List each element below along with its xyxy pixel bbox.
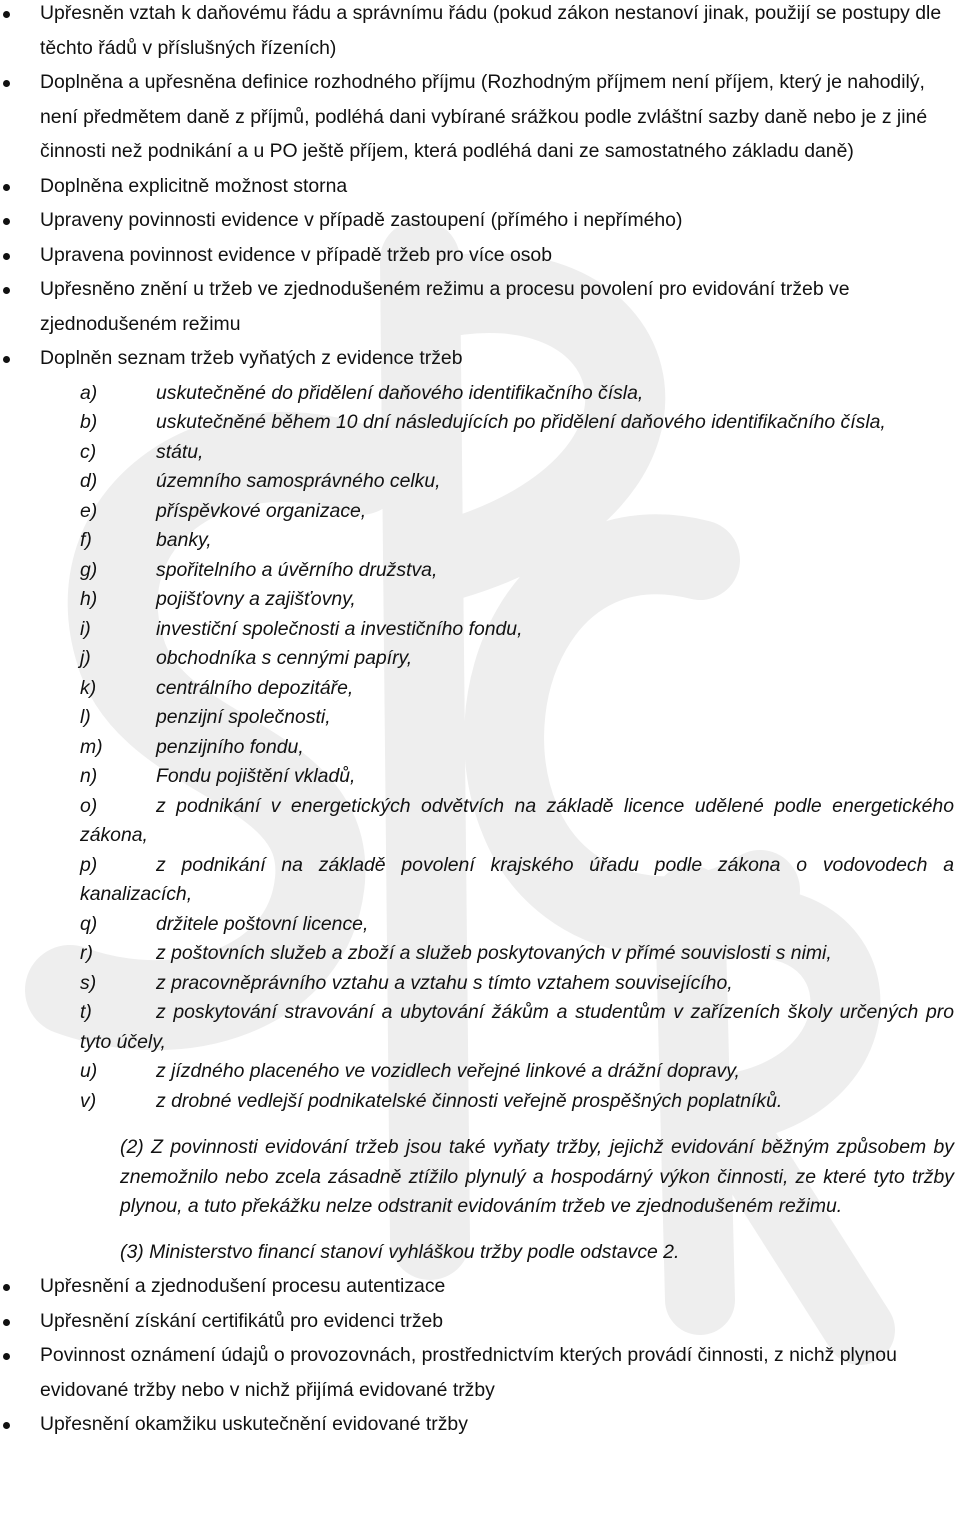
bullet-icon	[3, 1284, 10, 1291]
item-letter: n)	[80, 765, 98, 787]
item-letter: g)	[80, 558, 98, 581]
list-item	[0, 0, 960, 65]
bullet-icon	[3, 184, 10, 191]
item-letter: e)	[80, 499, 98, 522]
item-text: z drobné vedlejší podnikatelské činnosti veřejně prospěšných poplatníků.	[156, 1089, 783, 1112]
bullet-icon	[3, 1319, 10, 1326]
list-item-text: Doplněna a upřesněna definice rozhodného příjmu (Rozhodným příjmem není příjem, který je nahodilý, není předmětem daně z příjmů, podléhá dani vybírané srážkou podle zvláštní sazby daně nebo je z jiné činnosti než podnikání a u PO ještě příjem, která podléhá dani ze samostatného základu daně)	[40, 71, 928, 162]
item-text: banky,	[156, 529, 212, 551]
bullet-icon	[3, 1422, 10, 1429]
list-item-text: Upřesněno znění u tržeb ve zjednodušeném režimu a procesu povolení pro evidování tržeb ve zjednodušeném režimu	[40, 278, 850, 335]
bullet-icon	[3, 1353, 10, 1360]
exempt-item	[80, 556, 954, 586]
list-item	[0, 169, 960, 204]
list-item-text: Doplněn seznam tržeb vyňatých z evidence tržeb	[40, 347, 463, 369]
exempt-item	[80, 497, 954, 527]
list-item	[0, 238, 960, 273]
item-letter: v)	[80, 1089, 97, 1112]
exempt-item	[80, 438, 954, 468]
list-item-text: Doplněna explicitně možnost storna	[40, 174, 348, 197]
bullet-icon	[3, 287, 10, 294]
item-letter: s)	[80, 971, 97, 994]
exempt-item	[80, 762, 954, 792]
item-text: penzijní společnosti,	[156, 706, 331, 728]
list-item	[0, 1407, 960, 1442]
list-item	[0, 341, 960, 376]
list-item-text: Upravena povinnost evidence v případě tržeb pro více osob	[40, 243, 553, 266]
exempt-item	[80, 1057, 954, 1087]
bullet-icon	[3, 356, 10, 363]
item-text: z podnikání na základě povolení krajského úřadu podle zákona o vodovodech a kanalizacích,	[80, 853, 954, 905]
list-item	[0, 203, 960, 238]
list-item	[0, 1338, 960, 1407]
item-letter: o)	[80, 794, 98, 817]
item-letter: u)	[80, 1060, 98, 1082]
item-letter: a)	[80, 381, 98, 404]
exempt-item	[80, 379, 954, 409]
change-list-continued	[0, 1269, 960, 1442]
bullet-icon	[3, 11, 10, 18]
item-letter: l)	[80, 706, 91, 728]
item-text: uskutečněné během 10 dní následujících po přidělení daňového identifikačního čísla,	[156, 411, 886, 433]
list-item-text: Upřesnění a zjednodušení procesu autentizace	[40, 1275, 446, 1297]
exempt-item	[80, 733, 954, 763]
item-letter: m)	[80, 735, 103, 758]
bullet-icon	[3, 80, 10, 87]
exempt-item	[80, 467, 954, 497]
item-text: státu,	[156, 440, 204, 463]
item-text: držitele poštovní licence,	[156, 912, 369, 935]
item-text: centrálního depozitáře,	[156, 676, 354, 699]
item-letter: r)	[80, 942, 93, 964]
item-letter: b)	[80, 411, 98, 433]
list-item	[0, 272, 960, 341]
item-text: pojišťovny a zajišťovny,	[156, 588, 356, 610]
item-text: z poštovních služeb a zboží a služeb poskytovaných v přímé souvislosti s nimi,	[156, 942, 832, 964]
exempt-item	[80, 585, 954, 615]
item-text: z pracovněprávního vztahu a vztahu s tímto vztahem souvisejícího,	[156, 971, 733, 994]
exempt-item	[80, 1087, 954, 1117]
exempt-item	[80, 408, 954, 438]
paragraph-2: (2) Z povinnosti evidování tržeb jsou také vyňaty tržby, jejichž evidování běžným způsobem by znemožnilo nebo zcela zásadně ztížilo plynulý a hospodárný výkon činnosti, ze které tyto tržby plynou, a tuto překážku nelze odstranit evidováním tržeb ve zjednodušeném režimu.	[120, 1136, 954, 1217]
item-text: z podnikání v energetických odvětvích na základě licence udělené podle energetického zákona,	[80, 794, 954, 846]
list-item-text: Upřesněn vztah k daňovému řádu a správnímu řádu (pokud zákon nestanoví jinak, použijí se postupy dle těchto řádů v příslušných řízeních)	[40, 2, 942, 59]
exempt-item	[80, 526, 954, 556]
exempt-item	[80, 792, 954, 851]
item-letter: f)	[80, 529, 92, 551]
list-item	[0, 1304, 960, 1339]
item-letter: p)	[80, 853, 98, 876]
item-text: Fondu pojištění vkladů,	[156, 765, 356, 787]
exempt-item	[80, 910, 954, 940]
item-letter: d)	[80, 470, 98, 492]
exempt-item	[80, 969, 954, 999]
exempt-item	[80, 674, 954, 704]
list-item	[0, 1269, 960, 1304]
item-text: příspěvkové organizace,	[156, 499, 367, 522]
item-letter: h)	[80, 588, 98, 610]
item-letter: c)	[80, 440, 97, 463]
exempt-item	[80, 851, 954, 910]
list-item-text: Upraveny povinnosti evidence v případě zastoupení (přímého i nepřímého)	[40, 209, 683, 231]
item-letter: q)	[80, 912, 98, 935]
exempt-item	[80, 998, 954, 1057]
paragraph-3: (3) Ministerstvo financí stanoví vyhláškou tržby podle odstavce 2.	[120, 1240, 680, 1263]
exempt-item	[80, 939, 954, 969]
exempt-item	[80, 703, 954, 733]
change-list	[0, 0, 960, 376]
item-text: územního samosprávného celku,	[156, 470, 441, 492]
list-item-text: Upřesnění získání certifikátů pro evidenci tržeb	[40, 1309, 444, 1332]
bullet-icon	[3, 253, 10, 260]
item-letter: i)	[80, 617, 91, 640]
item-letter: t)	[80, 1001, 92, 1023]
bullet-icon	[3, 218, 10, 225]
exempt-sales-list	[0, 379, 960, 1117]
item-text: penzijního fondu,	[156, 735, 304, 758]
item-letter: k)	[80, 676, 97, 699]
item-text: spořitelního a úvěrního družstva,	[156, 558, 438, 581]
list-item	[0, 65, 960, 169]
item-text: z poskytování stravování a ubytování žákům a studentům v zařízeních školy určených pro tyto účely,	[80, 1001, 954, 1053]
exempt-item	[80, 615, 954, 645]
exempt-item	[80, 644, 954, 674]
item-text: z jízdného placeného ve vozidlech veřejné linkové a drážní dopravy,	[156, 1060, 740, 1082]
list-item-text: Povinnost oznámení údajů o provozovnách, prostřednictvím kterých provádí činnosti, z nichž plynou evidované tržby nebo v nichž přijímá evidované tržby	[40, 1344, 897, 1401]
item-text: obchodníka s cennými papíry,	[156, 647, 413, 669]
item-text: uskutečněné do přidělení daňového identifikačního čísla,	[156, 381, 644, 404]
item-text: investiční společnosti a investičního fondu,	[156, 617, 523, 640]
list-item-text: Upřesnění okamžiku uskutečnění evidované tržby	[40, 1413, 468, 1435]
item-letter: j)	[80, 647, 91, 669]
